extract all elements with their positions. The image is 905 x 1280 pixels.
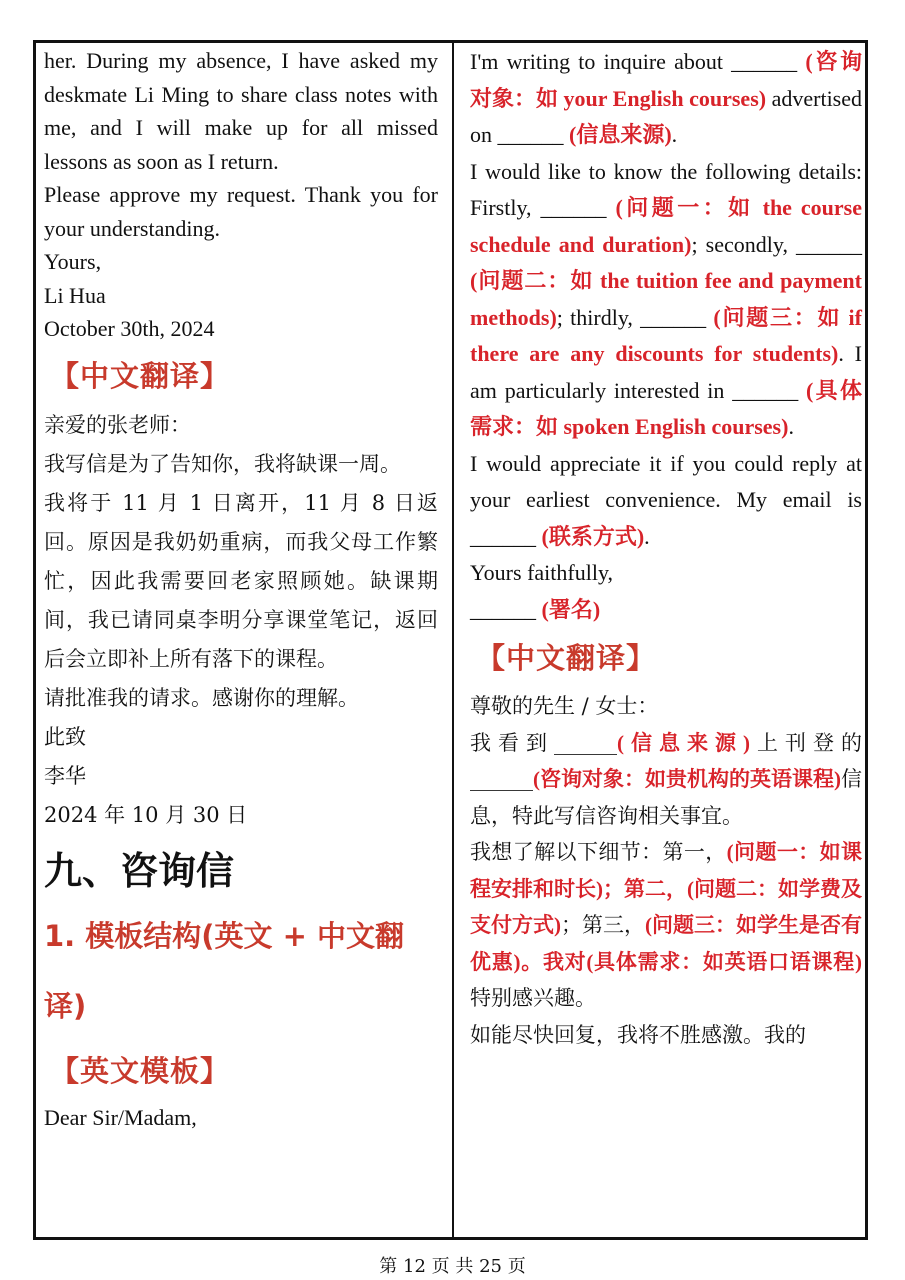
placeholder-hint: (问题三：如学生是否有优惠)。我对(具体需求：如英语口语课程) [470, 913, 862, 974]
cn-signature: 李华 [44, 763, 86, 788]
template-paragraph: I'm writing to inquire about ______ (咨询对象：如 your English courses) advertised on ______ (信息来源). [470, 49, 863, 147]
cn-paragraph: 我写信是为了告知你，我将缺课一周。 [44, 451, 401, 476]
translation-heading: 【中文翻译】 [476, 641, 657, 675]
column-divider [452, 40, 454, 1240]
right-column [470, 44, 862, 1053]
placeholder-hint: (信息来源) [569, 122, 672, 147]
placeholder-hint: (咨询对象：如贵机构的英语课程) [533, 767, 841, 791]
placeholder-hint: (署名) [541, 596, 601, 622]
letter-date: October 30th, 2024 [44, 316, 215, 341]
cn-closing: 此致 [44, 724, 86, 749]
template-signature: ______ (署名) [470, 596, 601, 622]
placeholder-hint: (问题一：如课程安排和时长)；第二，(问题二：如学费及支付方式) [470, 840, 862, 937]
template-heading: 【英文模板】 [50, 1053, 231, 1088]
cn-date: 2024 年 10 月 30 日 [44, 802, 248, 827]
letter-paragraph: her. During my absence, I have asked my deskmate Li Ming to share class notes with me, and I will make up for all missed lessons as soon as I return. [44, 48, 438, 174]
letter-signature: Li Hua [44, 282, 106, 308]
template-salutation: Dear Sir/Madam, [44, 1104, 197, 1130]
cn-salutation: 尊敬的先生 / 女士： [470, 694, 659, 718]
cn-paragraph: 我看到______(信息来源)上刊登的______(咨询对象：如贵机构的英语课程)信息，特此写信咨询相关事宜。 [470, 730, 862, 828]
letter-closing: Yours, [44, 249, 102, 274]
placeholder-hint: (问题一：如 the course schedule and duration) [470, 195, 863, 257]
cn-paragraph: 我想了解以下细节：第一，(问题一：如课程安排和时长)；第二，(问题二：如学费及支付方式)；第三，(问题三：如学生是否有优惠)。我对(具体需求：如英语口语课程)特别感兴趣。 [470, 840, 862, 1010]
template-closing: Yours faithfully, [470, 560, 614, 585]
translation-heading: 【中文翻译】 [50, 358, 231, 393]
placeholder-hint: (咨询对象：如 your English courses) [470, 49, 862, 111]
section-title: 九、咨询信 [44, 848, 235, 893]
cn-paragraph: 请批准我的请求。感谢你的理解。 [44, 685, 359, 710]
letter-paragraph: Please approve my request. Thank you for your understanding. [44, 182, 438, 241]
placeholder-hint: (具体需求：如 spoken English courses) [470, 377, 863, 439]
placeholder-hint: (信息来源) [617, 730, 750, 755]
subsection-title: 1. 模板结构(英文 + 中文翻译) [44, 918, 405, 1023]
template-paragraph: I would appreciate it if you could reply at your earliest convenience. My email is ______ (联系方式). [470, 450, 862, 549]
cn-paragraph: 我将于 11 月 1 日离开，11 月 8 日返回。原因是我奶奶重病，而我父母工作繁忙，因此我需要回老家照顾她。缺课期间，我已请同桌李明分享课堂笔记，返回后会立即补上所有落下的课程。 [44, 490, 438, 671]
cn-paragraph: 如能尽快回复，我将不胜感激。我的 [470, 1022, 806, 1047]
cn-salutation: 亲爱的张老师： [44, 412, 191, 437]
left-column [44, 44, 438, 1134]
placeholder-hint: (问题三：如 if there are any discounts for students) [470, 304, 862, 366]
placeholder-hint: (问题二：如 the tuition fee and payment methods) [470, 268, 862, 330]
placeholder-hint: (联系方式) [541, 523, 645, 549]
template-paragraph: I would like to know the following details: Firstly, ______ (问题一：如 the course schedule and duration); secondly, ______ (问题二：如 the tuition fee and payment methods); thirdly, ______ (问题三：如 if there are any discounts for students). I am particularly interested in ______ (具体需求：如 spoken English courses). [470, 158, 863, 439]
page-number: 第 12 页 共 25 页 [379, 1256, 526, 1277]
